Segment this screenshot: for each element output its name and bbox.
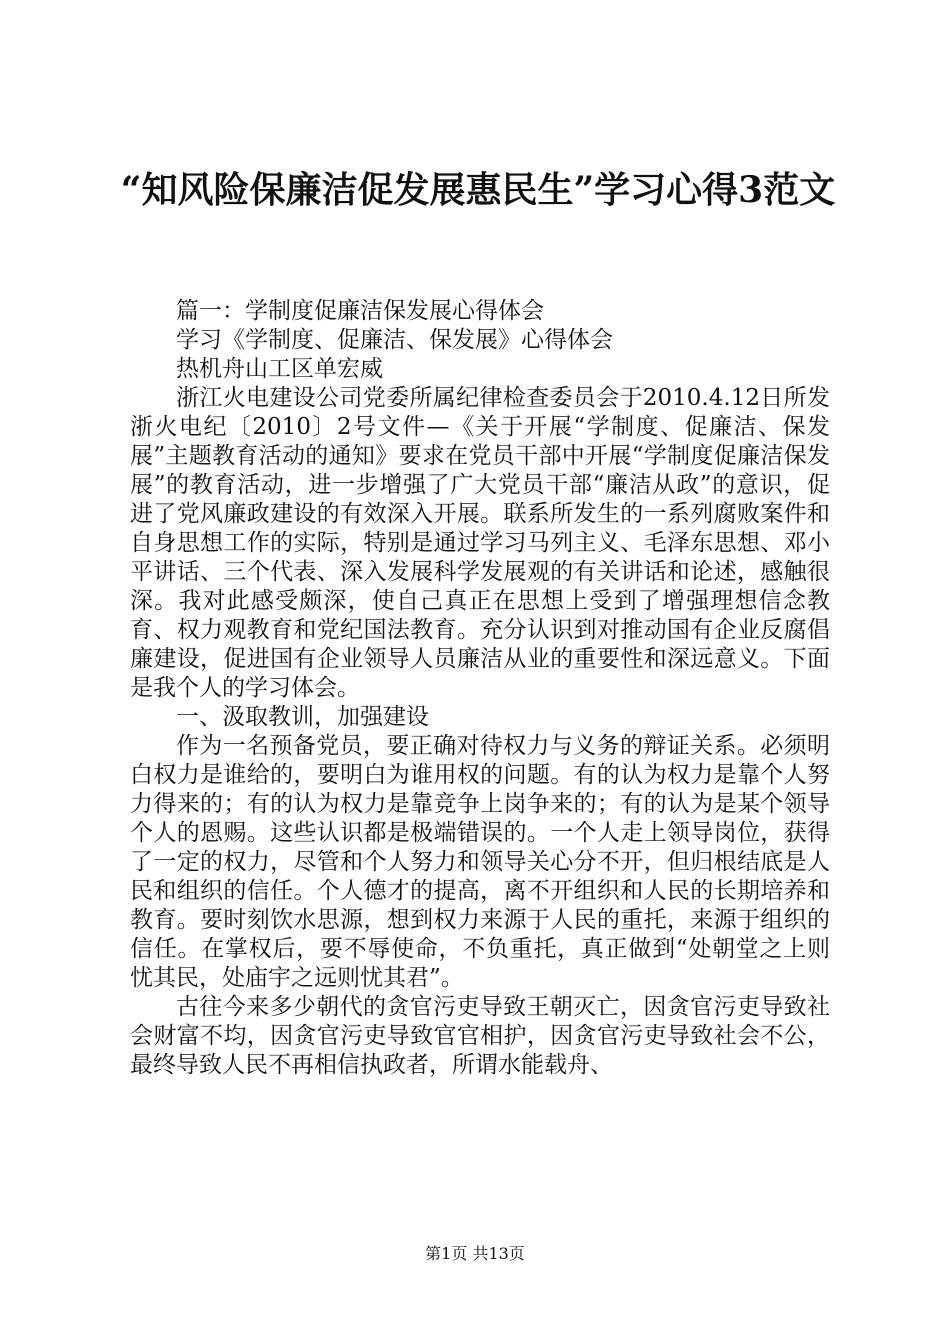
page-footer: 第1页 共13页 [425,1244,525,1263]
paragraph: 浙江火电建设公司党委所属纪律检查委员会于2010.4.12日所发浙火电纪〔2010〕2号文件—《关于开展“学制度、促廉洁、保发展”主题教育活动的通知》要求在党员干部中开展“学制度促廉洁保发展”的教育活动，进一步增强了广大党员干部“廉洁从政”的意识，促进了党风廉政建设的有效深入开展。联系所发生的一系列腐败案件和自身思想工作的实际，特别是通过学习马列主义、毛泽东思想、邓小平讲话、三个代表、深入发展科学发展观的有关讲话和论述，感触很深。我对此感受颇深，使自己真正在思想上受到了增强理想信念教育、权力观教育和党纪国法教育。充分认识到对推动国有企业反腐倡廉建设，促进国有企业领导人员廉洁从业的重要性和深远意义。下面是我个人的学习体会。 [130,385,830,701]
document-title: “知风险保廉洁促发展惠民生”学习心得3范文 [120,169,836,211]
subtitle: 学习《学制度、促廉洁、保发展》心得体会 [176,327,613,353]
document-body [130,297,830,1080]
paragraph: 古往今来多少朝代的贪官污吏导致王朝灭亡，因贪官污吏导致社会财富不均，因贪官污吏导致官官相护，因贪官污吏导致社会不公，最终导致人民不再相信执政者，所谓水能载舟、 [130,994,830,1078]
subheading: 一、汲取教训，加强建设 [176,704,429,730]
author-line: 热机舟山工区单宏威 [176,356,383,382]
section-heading: 篇一：学制度促廉洁保发展心得体会 [176,298,544,324]
paragraph: 作为一名预备党员，要正确对待权力与义务的辩证关系。必须明白权力是谁给的，要明白为谁用权的问题。有的认为权力是靠个人努力得来的；有的认为权力是靠竞争上岗争来的；有的认为是某个领导个人的恩赐。这些认识都是极端错误的。一个人走上领导岗位，获得了一定的权力，尽管和个人努力和领导关心分不开，但归根结底是人民和组织的信任。个人德才的提高，离不开组织和人民的长期培养和教育。要时刻饮水思源，想到权力来源于人民的重托，来源于组织的信任。在掌权后，要不辱使命，不负重托，真正做到“处朝堂之上则忧其民，处庙宇之远则忧其君”。 [130,733,830,991]
